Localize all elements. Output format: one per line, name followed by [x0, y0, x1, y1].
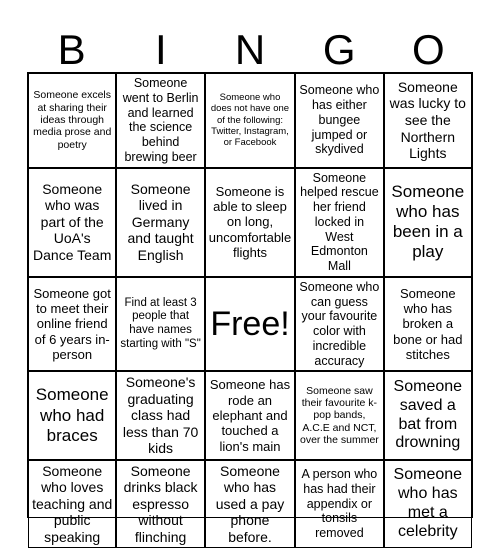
bingo-cell[interactable]: A person who has had their appendix or tonsils removed: [295, 460, 383, 548]
bingo-cell[interactable]: Someone went to Berlin and learned the science behind brewing beer: [116, 73, 204, 168]
bingo-cell[interactable]: Someone excels at sharing their ideas through media prose and poetry: [28, 73, 116, 168]
header-letter-b: B: [57, 26, 86, 73]
bingo-cell[interactable]: Someone got to meet their online friend of 6 years in-person: [28, 277, 116, 372]
bingo-cell[interactable]: Someone was lucky to see the Northern Lights: [384, 73, 472, 168]
bingo-cell[interactable]: Someone saved a bat from drowning: [384, 371, 472, 460]
bingo-cell[interactable]: Someone who loves teaching and public speaking: [28, 460, 116, 548]
bingo-cell[interactable]: Someone drinks black espresso without flinching: [116, 460, 204, 548]
bingo-cell[interactable]: Someone who can guess your favourite color with incredible accuracy: [295, 277, 383, 372]
header-letter-g: G: [322, 26, 356, 73]
bingo-cell[interactable]: Someone who had braces: [28, 371, 116, 460]
bingo-cell[interactable]: Someone is able to sleep on long, uncomfortable flights: [205, 168, 295, 277]
bingo-cell[interactable]: Someone who has used a pay phone before.: [205, 460, 295, 548]
bingo-cell[interactable]: Someone who has met a celebrity: [384, 460, 472, 548]
bingo-cell[interactable]: Someone has rode an elephant and touched a lion's main: [205, 371, 295, 460]
bingo-cell[interactable]: Someone saw their favourite k-pop bands, A.C.E and NCT, over the summer: [295, 371, 383, 460]
bingo-header: [27, 26, 473, 74]
bingo-cell[interactable]: Find at least 3 people that have names starting with "S": [116, 277, 204, 372]
bingo-cell[interactable]: Someone lived in Germany and taught English: [116, 168, 204, 277]
bingo-cell[interactable]: Someone who has broken a bone or had stitches: [384, 277, 472, 372]
free-space[interactable]: Free!: [205, 277, 295, 372]
bingo-cell[interactable]: Someone's graduating class had less than 70 kids: [116, 371, 204, 460]
bingo-cell[interactable]: Someone helped rescue her friend locked in West Edmonton Mall: [295, 168, 383, 277]
header-letter-o: O: [412, 26, 445, 73]
bingo-cell[interactable]: Someone who does not have one of the following: Twitter, Instagram, or Facebook: [205, 73, 295, 168]
bingo-cell[interactable]: Someone who has been in a play: [384, 168, 472, 277]
bingo-cell[interactable]: Someone who has either bungee jumped or skydived: [295, 73, 383, 168]
bingo-cell[interactable]: Someone who was part of the UoA's Dance Team: [28, 168, 116, 277]
header-letter-i: I: [154, 26, 167, 73]
header-letter-n: N: [234, 26, 266, 73]
bingo-grid: [27, 72, 473, 545]
